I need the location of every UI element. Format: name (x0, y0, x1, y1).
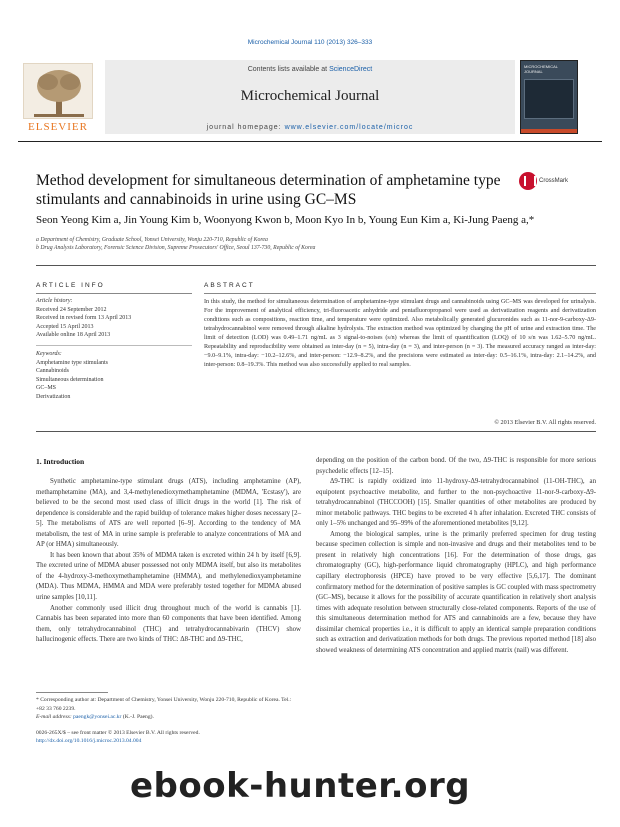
abstract-bottom-rule (36, 431, 596, 432)
sciencedirect-link[interactable]: ScienceDirect (329, 66, 373, 73)
email-suffix: (K.-J. Paeng). (121, 714, 154, 720)
body-paragraph: Another commonly used illicit drug throughout much of the world is cannabis [1]. Cannabis has been separated into more than 60 components that have been identified. Among them, only tetrahydrocannabinol (THC) and tetrahydrocannabivarin (THCV) show hallucinogenic effects. There are two kinds of THC: Δ8-THC and Δ9-THC, (36, 604, 301, 644)
paper-title: Method development for simultaneous determination of amphetamine type stimulants and cannabinoids in urine using GC–MS (36, 172, 501, 208)
issn-line: 0026-265X/$ – see front matter © 2013 Elsevier B.V. All rights reserved. (36, 730, 200, 736)
contents-line (105, 66, 515, 73)
corresponding-author-footnote (36, 696, 301, 722)
keyword-item: GC–MS (36, 385, 57, 392)
keyword-item: Derivatization (36, 393, 71, 400)
cover-accent-band (521, 129, 578, 134)
corresponding-author-text: * Corresponding author at: Department of Chemistry, Yonsei University, Wonju 220-710, Republic of Korea. Tel.: +82 33 760 2239. (36, 697, 292, 712)
keywords-rule (36, 345, 192, 346)
elsevier-wordmark: ELSEVIER (28, 121, 88, 133)
footnote-rule (36, 692, 108, 693)
homepage-prefix: journal homepage: (206, 124, 285, 131)
affiliation-a: a Department of Chemistry, Graduate School, Yonsei University, Wonju 220-710, Republic of Korea (36, 237, 268, 243)
crossmark-badge[interactable] (519, 172, 583, 194)
header-divider (18, 141, 602, 142)
body-column-left (36, 477, 301, 646)
issn-block (36, 729, 301, 745)
history-label: Article history: (36, 298, 73, 304)
email-link[interactable]: paengk@yonsei.ac.kr (73, 714, 122, 720)
abstract-rule (204, 293, 596, 294)
affiliation-b: b Drug Analysis Laboratory, Forensic Science Division, Supreme Prosecutors' Office, Seoul 137-730, Republic of Korea (36, 245, 316, 251)
watermark: ebook-hunter.org (130, 766, 471, 806)
article-info-heading: ARTICLE INFO (36, 282, 105, 289)
journal-citation[interactable]: Microchemical Journal 110 (2013) 326–333 (247, 39, 373, 46)
body-paragraph: Δ9-THC is rapidly oxidized into 11-hydroxy-Δ9-tetrahydrocannabinol (11-OH-THC), an equipotent psychoactive metabolite, and further to the non-psychoactive 11-nor-9-carboxy-Δ9-tetrahydrocannabinol (THCCOOH) [15]. Smaller quantities of other metabolites are produced by minor metabolic pathways. THC begins to be excreted 4 h after inhalation. Excreted THC consists of only 1–5% unchanged and 95–99% of the aforementioned metabolites [9,12]. (316, 478, 596, 528)
journal-cover-thumbnail (520, 60, 578, 134)
cover-image (524, 79, 574, 119)
contents-prefix: Contents lists available at (247, 66, 330, 73)
body-paragraph: Synthetic amphetamine-type stimulant drugs (ATS), including amphetamine (AP), methamphetamine (MA), and 3,4-methylenedioxymethamphetamine (MDMA, 'Ecstasy'), are believed to be the second most used class of illicit drugs in the world [1]. The risk of dependence is considerable and the rapid buildup of tolerance makes higher doses necessary [2–5]. The metabolisms of ATS are well reported [6–9]. According to the tendency of MA metabolism, the test of MA in urine sample is preferable to analyze concentrations of MA and AP (or HMA) simultaneously. (36, 478, 301, 549)
elsevier-logo (20, 63, 96, 135)
journal-title: Microchemical Journal (240, 88, 380, 104)
article-info-rule (36, 293, 192, 294)
body-paragraph: Among the biological samples, urine is the primarily preferred specimen for drug testing because specimen collection is simple and non-invasive and drugs and their metabolites tend to be present in relatively high concentrations [16]. For the determination of those drugs, gas chromatography (GC), high-performance liquid chromatography (HPLC), and high performance capillary electrophoresis (HPCE) have proved to be very effective [5,6,17]. The dominant confirmatory method for the determination of positive samples is GC coupled with mass spectrometry (GC–MS), because it allows for the possibility of accurate quantification in relatively short analysis times with adequate resolution between structurally close-related components. Reports of the use of this simultaneous determination method for ATS and cannabinoids are a few, because they have dissimilar chemical properties i.e., it is difficult to apply an identical sample preparation conditions such as extraction and derivatization methods for both drugs. The previous reported method [18] also showed weakness of determining ATS concentration and applied matrix (nail) was different. (316, 530, 596, 654)
section-heading-introduction: 1. Introduction (36, 457, 85, 466)
journal-homepage (105, 124, 515, 131)
crossmark-label: CrossMark (539, 178, 569, 184)
elsevier-tree-icon (23, 63, 93, 119)
keyword-item: Simultaneous determination (36, 376, 104, 383)
email-label: E-mail address: (36, 714, 74, 720)
keyword-item: Cannabinoids (36, 368, 69, 375)
crossmark-icon (519, 172, 537, 190)
homepage-link[interactable]: www.elsevier.com/locate/microc (284, 124, 414, 131)
author-list: Seon Yeong Kim a, Jin Young Kim b, Woonyong Kwon b, Moon Kyo In b, Young Eun Kim a, Ki-Jung Paeng a,* (36, 214, 535, 226)
history-revised: Received in revised form 13 April 2013 (36, 315, 132, 322)
body-paragraph: It has been known that about 35% of MDMA taken is excreted within 24 h by itself [6,9]. The excreted urine of MDMA abuser possessed not only MDMA itself, but also its metabolites of the 4-hydroxy-3-methoxymethamphetamine (HMMA), and methylenedioxyamphetamine (MDA). Thus MDMA, HMMA and MDA were preferably tested together for MDMA abused urine samples [10,11]. (36, 551, 301, 602)
abstract-copyright: © 2013 Elsevier B.V. All rights reserved. (494, 419, 596, 426)
keyword-item: Amphetamine type stimulants (36, 359, 108, 366)
article-history (36, 297, 192, 340)
title-divider (36, 265, 596, 266)
history-accepted: Accepted 15 April 2013 (36, 323, 94, 330)
cover-title: MICROCHEMICAL JOURNAL (524, 64, 558, 74)
history-online: Available online 18 April 2013 (36, 332, 111, 339)
email-line (36, 713, 301, 722)
history-received: Received 24 September 2012 (36, 306, 107, 313)
abstract-heading: ABSTRACT (204, 282, 255, 289)
body-paragraph: depending on the position of the carbon bond. Of the two, Δ9-THC is responsible for more serious psychedelic effects [12–15]. (316, 457, 596, 475)
body-column-right (316, 456, 596, 656)
abstract-text: In this study, the method for simultaneous determination of amphetamine-type stimulant drugs and cannabinoids using GC–MS was developed for urinalysis. For the improvement of analytical efficiency, tri-fluoroacetic anhydride and pentafluoropropanol were used as derivatization reagents and derivatization conditions such as compositions, reaction time, and temperature were optimized. Also metabolically generated glucuronides such as 11-nor-9-carboxy-Δ9-tetrahydrocannabinol were removed through alkaline hydrolysis. The extraction method was optimized by changing the pH of urine and extraction time. The limit of detection (LOD) was 0.49–1.71 ng/mL as 3 signal-to-noises (s/n) whereas the limit of quantification (LOQ) of 10 s/n was 1.62–5.70 ng/mL. Repeatability and reproducibility were obtained as inter-day (n = 5), intra-day (n = 3), and inter-person (n = 3). The measured accuracy ranged as inter-day: −9.0–9.1%, intra-day: −10.2–12.6%, and inter-person: −12.9–8.2%, and the precisions were estimated as inter-day: 0.5–16.1%, intra-day: 2.1–14.2%, and inter-person: 0.8–19.3%. This method was also successfully applied to real samples. (204, 299, 596, 369)
keywords-label: Keywords: (36, 351, 62, 357)
doi-link[interactable]: http://dx.doi.org/10.1016/j.microc.2013.04.004 (36, 738, 142, 745)
keywords-list (36, 350, 192, 402)
